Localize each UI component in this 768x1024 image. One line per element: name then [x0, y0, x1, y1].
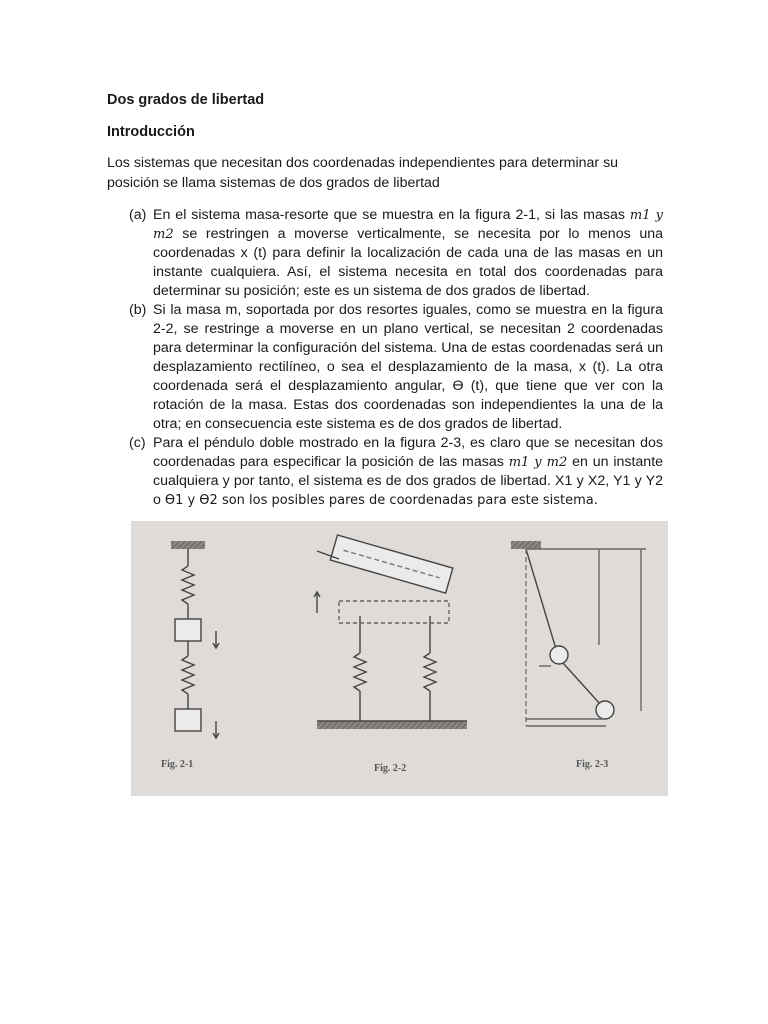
figure-label: Fig. 2-2: [374, 763, 407, 774]
list-marker: (a): [129, 207, 147, 223]
list-item-text: [153, 206, 663, 301]
list-item-text: [153, 301, 663, 434]
document-title: Dos grados de libertad: [107, 92, 265, 108]
math-expression: m1 y m2: [153, 208, 663, 242]
text-run: Si la masa m, soportada por dos resortes iguales, como se muestra en la figura 2-2, se restringe a moverse en un plano vertical, se necesitan 2 coordenadas para determinar la configuración del sistema. Una de estas coordenadas será un desplazamiento rectilíneo, o sea el desplazamiento de la masa, x (t). La otra coordenada será el desplazamiento angular, ϴ (t), que tiene que ver con la rotación de la masa. Estas dos coordenadas son independientes la una de la otra; en consecuencia este sistema es de dos grados de libertad.: [153, 302, 663, 432]
text-run: ϴ1 y ϴ2 son los posibles pares de coordenadas para este sistema.: [164, 493, 598, 508]
mechanical-systems-figure: [131, 521, 668, 796]
math-expression: m1 y m2: [508, 455, 568, 470]
intro-paragraph: Los sistemas que necesitan dos coordenadas independientes para determinar su posición se llama sistemas de dos grados de libertad: [107, 155, 619, 191]
text-run: Para el péndulo doble mostrado en la figura 2-3, es claro que se necesitan dos coordenadas para especificar la posición de las masas: [153, 435, 663, 470]
figure-drawing: [131, 521, 668, 796]
section-heading: Introducción: [107, 124, 195, 140]
fig-2-3-drawing: [511, 541, 646, 726]
text-run: se restringen a moverse verticalmente, se necesita por lo menos una coordenadas x (t) para definir la localización de cada una de las masas en un instante cualquiera. Así, el sistema necesita en total dos coordenadas para determinar su posición; este es un sistema de dos grados de libertad.: [153, 226, 663, 299]
figure-label: Fig. 2-3: [576, 759, 609, 770]
list-item: [107, 206, 663, 301]
list-item-text: [153, 434, 663, 510]
text-run: En el sistema masa-resorte que se muestra en la figura 2-1, si las masas: [153, 207, 630, 223]
fig-2-2-drawing: [314, 535, 467, 729]
list-item: [107, 434, 663, 510]
text-run: en un instante cualquiera y por tanto, el sistema es de dos grados de libertad. X1 y X2, Y1 y Y2 o: [153, 454, 664, 508]
figure-label: Fig. 2-1: [161, 759, 194, 770]
fig-2-1-drawing: [171, 541, 219, 738]
list-item: [107, 301, 663, 434]
list-marker: (c): [129, 435, 146, 451]
explanation-list: [107, 206, 663, 510]
list-marker: (b): [129, 302, 147, 318]
